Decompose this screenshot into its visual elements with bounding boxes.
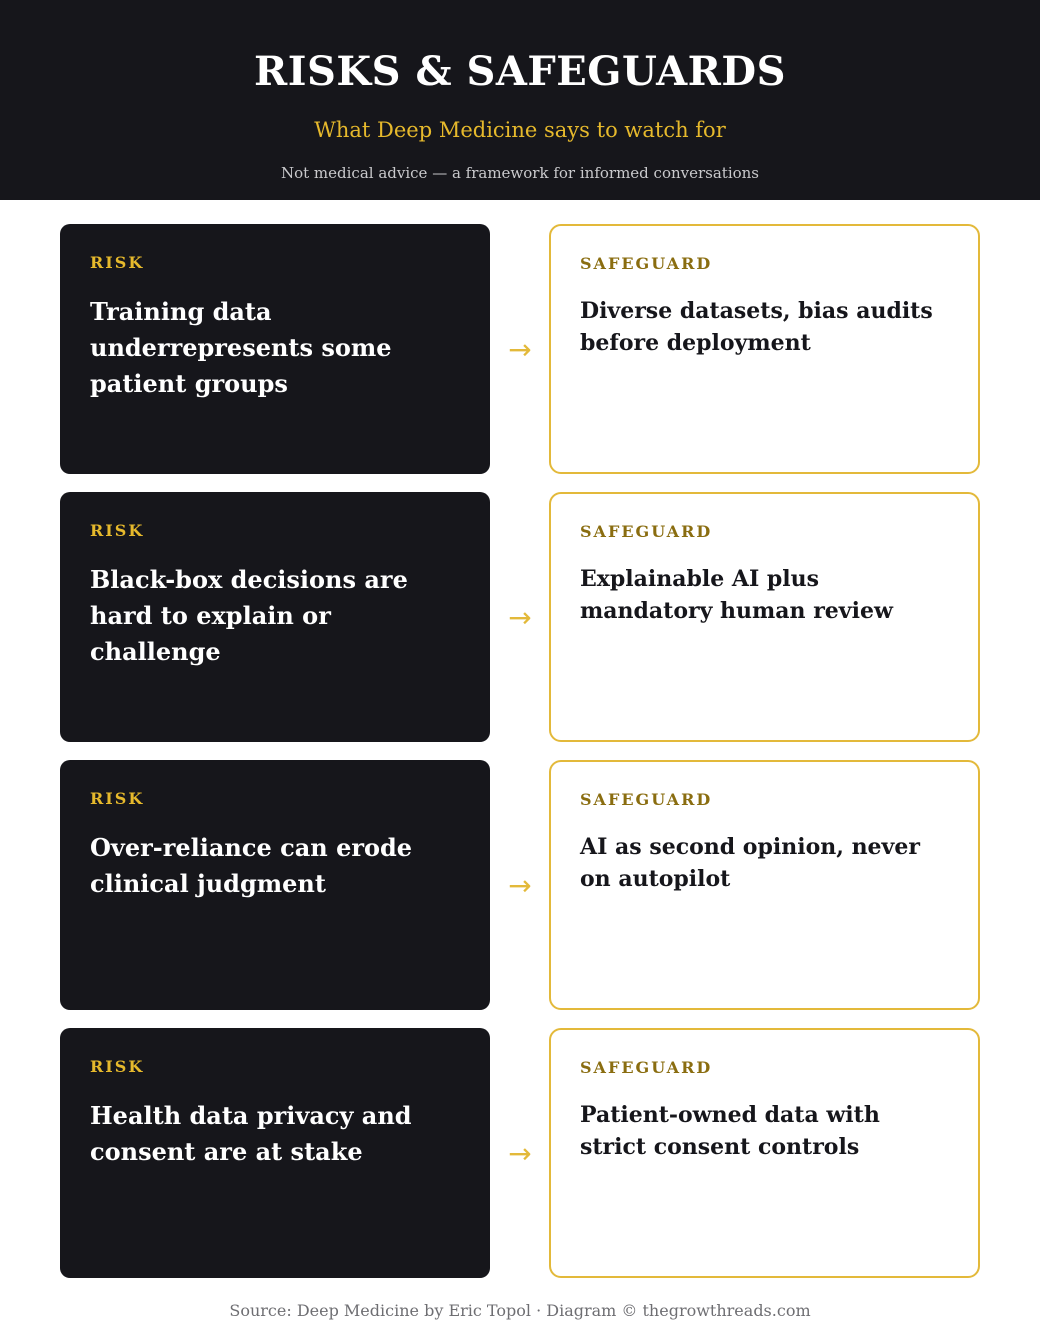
risk-text: Training data underrepresents some patient groups — [90, 297, 392, 398]
safeguard-label: SAFEGUARD — [580, 522, 713, 541]
arrow-right-icon: → — [508, 869, 532, 902]
source-footer: Source: Deep Medicine by Eric Topol · Diagram © thegrowthreads.com — [229, 1301, 811, 1320]
safeguard-text: Explainable AI plus mandatory human review — [580, 566, 893, 624]
safeguard-label: SAFEGUARD — [580, 254, 713, 273]
safeguard-text: Diverse datasets, bias audits before deployment — [580, 298, 933, 356]
risk-label: RISK — [90, 253, 145, 272]
risk-safeguard-row-4 — [60, 1028, 980, 1278]
risk-text: Black-box decisions are hard to explain or challenge — [90, 565, 408, 666]
safeguard-label: SAFEGUARD — [580, 1058, 713, 1077]
risk-card-1 — [60, 224, 490, 474]
risk-text: Health data privacy and consent are at stake — [90, 1101, 412, 1166]
risk-label: RISK — [90, 1057, 145, 1076]
disclaimer-text: Not medical advice — a framework for informed conversations — [280, 164, 760, 182]
risk-card-2 — [60, 492, 490, 742]
page-subtitle: What Deep Medicine says to watch for — [314, 118, 726, 142]
safeguard-text: AI as second opinion, never on autopilot — [580, 834, 920, 892]
safeguard-card-2 — [549, 492, 980, 742]
arrow-right-icon: → — [508, 333, 532, 366]
safeguard-card-1 — [549, 224, 980, 474]
arrow-right-icon: → — [508, 1137, 532, 1170]
arrow-right-icon: → — [508, 601, 532, 634]
risk-label: RISK — [90, 789, 145, 808]
risk-card-4 — [60, 1028, 490, 1278]
risk-text: Over-reliance can erode clinical judgment — [90, 833, 413, 898]
risk-card-3 — [60, 760, 490, 1010]
risk-label: RISK — [90, 521, 145, 540]
risk-safeguard-row-3 — [60, 760, 980, 1010]
header-banner — [0, 0, 1040, 200]
risk-safeguard-row-2 — [60, 492, 980, 742]
safeguard-label: SAFEGUARD — [580, 790, 713, 809]
safeguard-card-3 — [549, 760, 980, 1010]
safeguard-card-4 — [549, 1028, 980, 1278]
risk-safeguard-row-1 — [60, 224, 980, 474]
page-title: RISKS & SAFEGUARDS — [254, 48, 786, 95]
safeguard-text: Patient-owned data with strict consent controls — [580, 1102, 880, 1160]
